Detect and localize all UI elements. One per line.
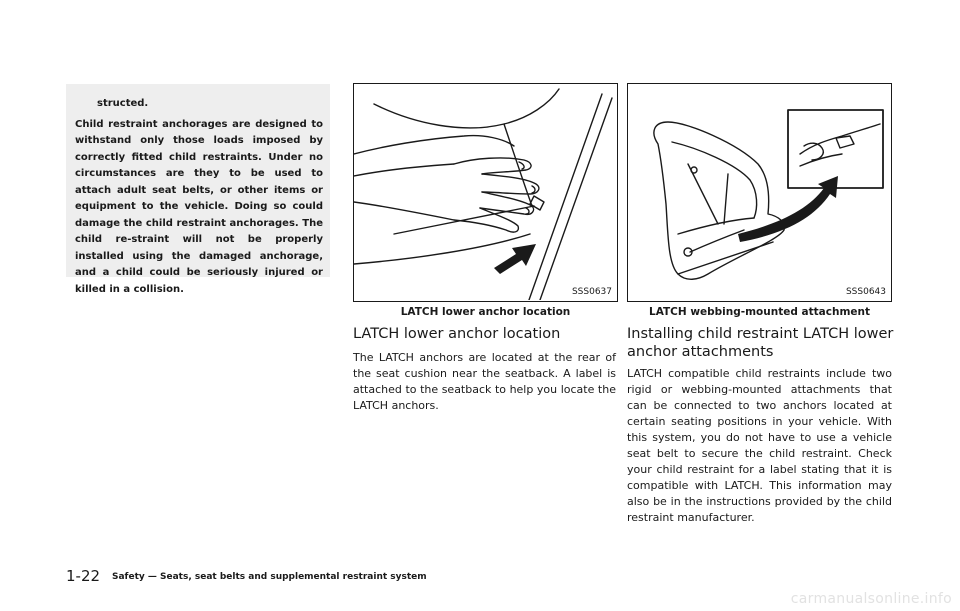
warning-text <box>75 96 323 298</box>
figure-caption: LATCH webbing-mounted attachment <box>649 306 870 318</box>
hand-on-seat-illustration <box>354 84 616 300</box>
figure-caption: LATCH lower anchor location <box>400 306 571 318</box>
figure-latch-webbing-attachment <box>627 83 892 302</box>
child-seat-illustration <box>628 84 890 300</box>
footer-section-title: Safety — Seats, seat belts and supplemental restraint system <box>112 572 427 582</box>
warning-continuation: structed. <box>97 98 149 109</box>
section-heading: LATCH lower anchor location <box>353 326 561 342</box>
figure-latch-lower-anchor <box>353 83 618 302</box>
warning-body: Child restraint anchorages are designed to withstand only those loads imposed by correctly fitted child restraints. Under no circumstances are they to be used to attach adult seat belts, or other items or equipment to the vehicle. Doing so could damage the child restraint anchorages. The child re-straint will not be properly installed using the damaged anchorage, and a child could be seriously injured or killed in a collision. <box>75 118 323 295</box>
watermark: carmanualsonline.info <box>790 591 952 607</box>
page-number: 1-22 <box>66 567 101 585</box>
figure-code: SSS0643 <box>845 287 886 297</box>
section-body: The LATCH anchors are located at the rear of the seat cushion near the seatback. A label is attached to the seatback to help you locate the LATCH anchors. <box>353 351 616 412</box>
figure-code: SSS0637 <box>571 287 612 297</box>
section-heading: Installing child restraint LATCH lower anchor attachments <box>627 326 894 360</box>
section-body: LATCH compatible child restraints include two rigid or webbing-mounted attachments that can be connected to two anchors located at certain seating positions in your vehicle. With this system, you do not have to use a vehicle seat belt to secure the child restraint. Check your child restraint for a label stating that it is compatible with LATCH. This information may also be in the instructions provided by the child restraint manufacturer. <box>627 367 892 524</box>
